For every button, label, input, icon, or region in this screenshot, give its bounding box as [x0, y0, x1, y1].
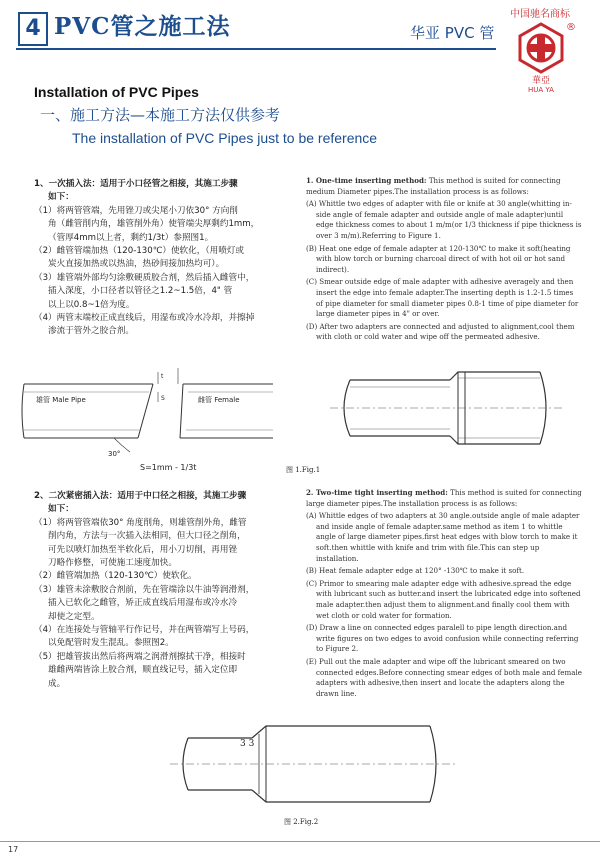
method1-en-step: (A) Whittle two edges of adapter with file or knife at 30 angle(whitting in-side angle of female adapter and outside angle of male adapter)until edge thickness comes to about 1 m/m(or 1/3 thickness if pipe thickness is over 3 m/m).Referring to Figure 1.	[306, 199, 582, 240]
method2-cn-step: （1）将两管管端依30° 角度削角，则雄管削外角，雌管	[34, 517, 247, 528]
method2-cn-heading: 2、二次紧密插入法：适用于中口径之相接，其施工步骤	[34, 491, 247, 501]
method1-en-step: (B) Heat one edge of female adapter at 120-130℃ to make it soft(heating with blow torch or burning charcoal direct of with hot oil or hot sand indirect).	[306, 243, 571, 274]
method1-cn-step: （1）将两管管端，先用锉刀或尖尾小刀依30° 方向削	[34, 205, 238, 216]
method2-cn-heading-cont: 如下：	[48, 504, 74, 515]
method2-cn-step: 成。	[48, 678, 66, 689]
method2-en-intro	[306, 488, 582, 509]
figure-2-joined-pipes	[170, 712, 460, 816]
chapter-title: PVC管之施工法	[54, 13, 231, 40]
method2-en-text	[306, 488, 582, 699]
logo-caption-cn: 華亞	[531, 76, 550, 86]
method1-en-heading: 1. One-time inserting method:	[306, 176, 427, 185]
male-pipe-label: 雄管 Male Pipe	[36, 396, 86, 404]
method1-en-step: (C) Smear outside edge of male adapter with adhesive averagely and then insert the edge into female adapter.The inserting depth is 1.2-1.5 times of pipe diameter for small diameter pipes 0.8-1 time of pipe diameter for large diameter pipes in 4" or over.	[306, 277, 579, 319]
male-pipe-drawing	[22, 372, 158, 452]
section-subtitle-en: The installation of PVC Pipes just to be reference	[72, 130, 378, 146]
method2-cn-step: 刀略作修整，可使施工速度加快。	[48, 558, 177, 569]
method1-cn-step: （2）雌管管端加热（120-130℃）使软化，（用喷灯或	[34, 246, 245, 257]
method2-cn-step: 削内角，方法与一次插入法相同，但大口径之削角，	[48, 531, 246, 542]
footer-divider	[0, 841, 600, 842]
huaya-logo-icon	[516, 22, 566, 74]
figure-2-alignment-marks: 3 3	[240, 739, 255, 749]
logo-caption	[516, 76, 566, 94]
method2-cn-step: （5）把雄管拔出然后将两端之润滑剂擦拭干净，相接时	[34, 651, 246, 662]
method1-en-intro	[306, 176, 582, 197]
method2-en-heading: 2. Two-time tight inserting method:	[306, 488, 448, 497]
method2-en-step: (D) Draw a line on connected edges paralell to pipe length direction.and write figures on two edges to avoid confusion while connecting referring to Figure 2.	[306, 623, 579, 654]
figure-1-joined-pipes	[300, 358, 584, 458]
method1-cn-step: （4）两管末端校正成直线后，用湿布或冷水冷却，并擦掉	[34, 313, 255, 324]
page-number: 17	[8, 845, 19, 854]
section-title-cn: 一、施工方法—本施工方法仅供参考	[40, 106, 281, 124]
figure-1-caption: 图 1.Fig.1	[286, 466, 321, 474]
angle-label: 30°	[108, 450, 121, 458]
method1-cn-step: 插入深度，小口径者以管径之1.2~1.5倍，4" 管	[48, 286, 233, 297]
section-title-en: Installation of PVC Pipes	[34, 84, 199, 100]
joined-pipe-drawing	[330, 372, 564, 444]
method1-en-step: (D) After two adapters are connected and adjusted to alignment,cool them with cloth or cold water and wipe off the permeated adhesive.	[306, 321, 575, 342]
female-pipe-label: 雌管 Female	[198, 396, 240, 404]
thickness-t-label: t	[161, 373, 164, 380]
method2-cn-step: （4）在连接处与管轴平行作记号，并在两管端写上号码，	[34, 625, 255, 636]
method2-cn-text	[34, 490, 296, 691]
method2-cn-step: （2）雌管端加热（120-130℃）使软化。	[34, 571, 197, 582]
method1-cn-step: 角（雌管削内角，雄管削外角）使管端尖厚剩约1mm，	[48, 219, 260, 230]
method2-cn-step: （3）雄管未涂敷胶合剂前，先在管端涂以牛油等润滑剂，	[34, 584, 255, 595]
method2-cn-step: 雄雌两端皆涂上胶合剂，顺直线记号，插入定位即	[48, 665, 238, 676]
figure-2-pipe-drawing	[170, 726, 456, 802]
method2-en-step: (A) Whittle edges of two adapters at 30 angle.outside angle of male adapter and inside angle of female adapter.same method as item 1 to whittle angle of large diameter pipes.first heat edges with blow torch to make it soft.then whittle with knife and trim with file.This can step up installation.	[306, 511, 580, 563]
method2-en-step: (C) Primor to smearing male adapter edge with adhesive.spread the edge with lubricant such as butter.and insert the lubricated edge into softened male adapter.then adjust them to alignment.and finally cool them with wet cloth or cold water for formation.	[306, 578, 581, 620]
method1-en-text	[306, 176, 582, 343]
method2-cn-step: 插入已软化之雌管，矫正成直线后用湿布或冷水冷	[48, 598, 238, 609]
method2-en-step: (B) Heat female adapter edge at 120° -130℃ to make it soft.	[306, 566, 525, 576]
method1-cn-text	[34, 178, 296, 339]
method2-cn-step: 可先以喷灯加热至半软化后，用小刀切削，再用锉	[48, 544, 238, 555]
chapter-number: 4	[18, 12, 48, 46]
method1-en-heading-rest: This method is suited for connecting medium Diameter pipes.The installation process is as follows:	[306, 176, 561, 196]
method1-cn-step: 渗流于管外之胶合剂。	[48, 326, 134, 337]
thickness-formula: S=1mm - 1/3t	[140, 463, 197, 472]
method1-cn-step: （管厚4mm以上者，剩约1/3t）参照图1。	[48, 232, 214, 243]
method1-cn-heading-cont: 如下：	[48, 192, 74, 203]
method2-cn-step: 以免配管时发生混乱。参照图2。	[48, 638, 174, 649]
method1-cn-heading: 1、一次插入法：适用于小口径管之相接，其施工步骤	[34, 179, 238, 189]
header-divider	[16, 48, 496, 50]
method2-en-step: (E) Pull out the male adapter and wipe off the lubricant smeared on two connected edges.Before connecting smear edges of both male and female adapters with adhesive,then insert and locate the adapters along the drawn line.	[306, 656, 582, 698]
method2-cn-step: 却使之定型。	[48, 611, 100, 622]
registered-mark: ®	[566, 22, 576, 33]
trademark-note: 中国驰名商标	[510, 9, 570, 20]
figure-1-pipe-ends	[18, 362, 280, 474]
method1-cn-step: 以上以0.8~1倍为度。	[48, 299, 135, 310]
logo-caption-en: HUA YA	[528, 86, 554, 94]
brand-name: 华亚 PVC 管	[410, 24, 495, 42]
method1-cn-step: 炭火直接加热或以热油，热砂间接加热均可）。	[48, 259, 225, 270]
thickness-s-label: S	[161, 395, 165, 402]
method2-en-heading-rest: This method is suited for connecting large diameter pipes.The installation process is as follows:	[306, 488, 582, 508]
method1-cn-step: （3）雄管端外部均匀涂敷硬质胶合剂，然后插入雌管中，	[34, 272, 255, 283]
figure-2-caption: 图 2.Fig.2	[284, 818, 319, 826]
